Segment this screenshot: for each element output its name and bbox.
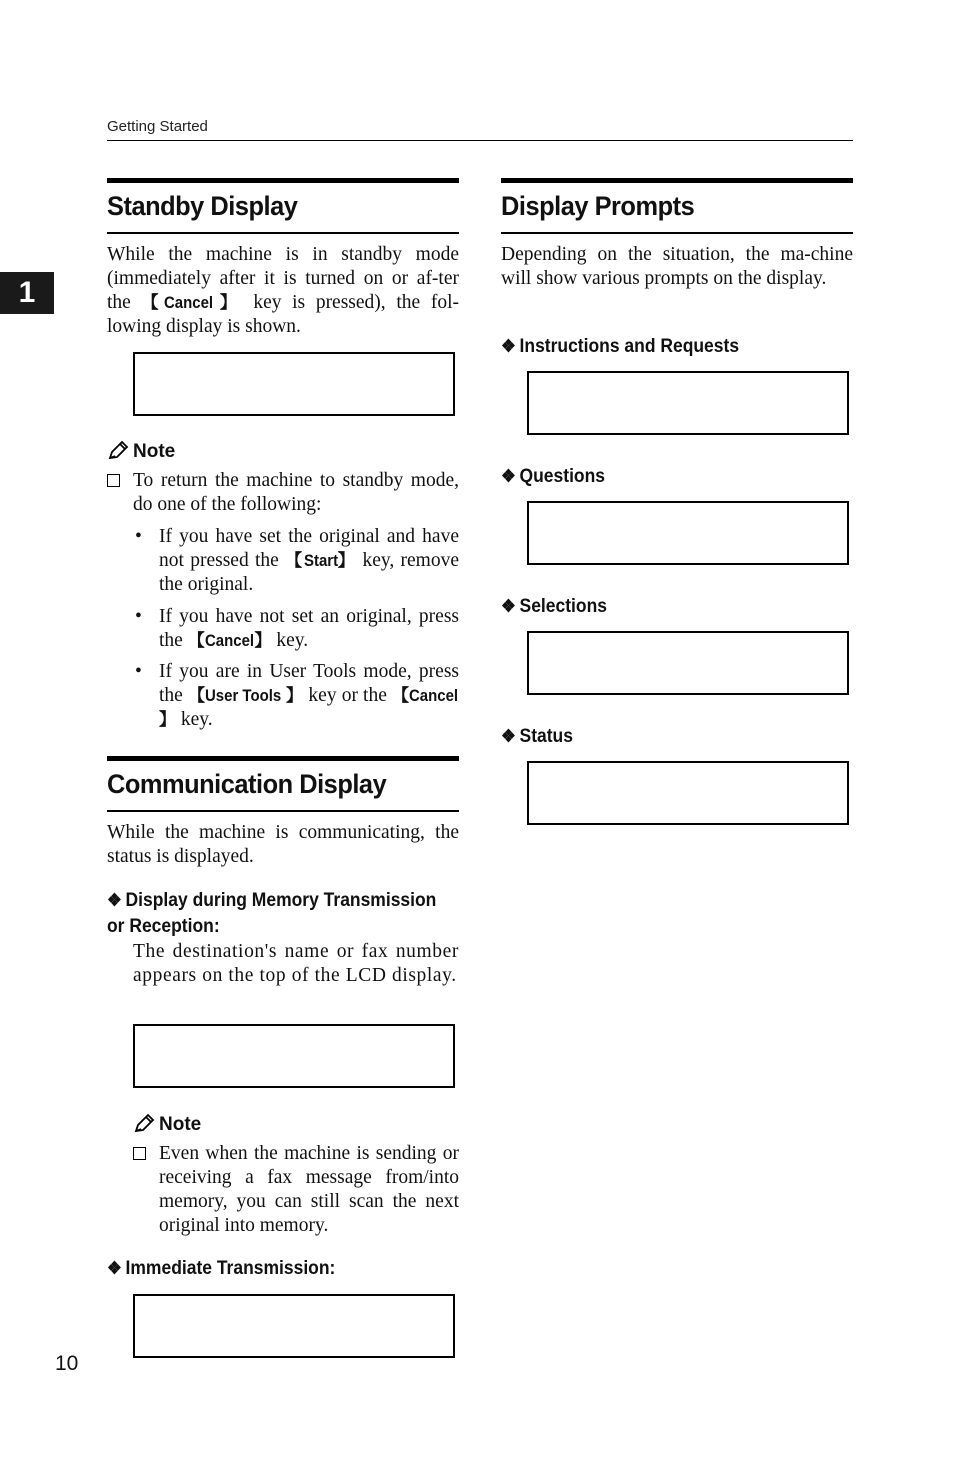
group-head-text: Selections <box>519 596 607 617</box>
bullet-dot: • <box>135 606 142 627</box>
bullet-dot: • <box>135 661 142 682</box>
standby-section-header <box>107 178 459 234</box>
questions-subheading <box>501 463 605 490</box>
standby-bullet-3: • If you are in User Tools mode, press the 【User Tools 】 key or the 【Cancel】 key. <box>135 661 459 730</box>
memory-lcd <box>133 1024 455 1088</box>
status-subheading <box>501 723 573 750</box>
cancel-key: Cancel <box>164 293 214 312</box>
user-tools-key: User Tools <box>205 686 282 705</box>
left-column <box>107 0 459 1475</box>
bullet-text-2: key or the <box>303 685 393 706</box>
prompts-title: Display Prompts <box>501 191 695 221</box>
selections-lcd <box>527 631 849 695</box>
group-head-text: Status <box>519 726 573 747</box>
communication-intro: While the machine is communicating, the status is displayed. <box>107 822 459 867</box>
questions-lcd <box>527 501 849 565</box>
note-label: Note <box>133 441 176 462</box>
communication-note-heading <box>133 1113 201 1137</box>
standby-note-text: To return the machine to standby mode, do one of the following: <box>133 470 459 515</box>
page-number: 10 <box>55 1352 79 1375</box>
standby-lcd <box>133 352 455 416</box>
standby-intro-text: While the machine is in standby mode (immediately after it is turned on or af-ter the <box>107 244 459 313</box>
memory-head-text: Display during Memory Transmission or Reception: <box>107 890 437 937</box>
cancel-key: Cancel <box>204 631 254 650</box>
standby-note-heading <box>107 440 175 464</box>
standby-title: Standby Display <box>107 191 298 221</box>
bullet-text: If you have set the original and have not pressed the <box>159 526 459 571</box>
communication-section-header <box>107 756 459 812</box>
diamond-icon: ❖ <box>107 1258 122 1278</box>
memory-subheading <box>107 887 457 940</box>
right-column <box>501 0 853 1475</box>
prompts-section-header <box>501 178 853 234</box>
checkbox-icon <box>107 474 120 487</box>
cancel-key: Cancel <box>409 686 459 705</box>
immediate-lcd <box>133 1294 455 1358</box>
standby-bullet-1: • If you have set the original and have not pressed the 【Start】 key, remove the original. <box>135 526 459 595</box>
running-header: Getting Started <box>107 118 208 135</box>
diamond-icon: ❖ <box>501 336 516 356</box>
standby-bullet-2: • If you have not set an original, press the 【Cancel】 key. <box>135 606 459 651</box>
instructions-subheading <box>501 333 739 360</box>
pencil-icon <box>107 440 129 460</box>
bullet-text-2: key, remove the original. <box>159 550 459 595</box>
bullet-text-2: key. <box>271 630 309 651</box>
communication-note-item <box>133 1142 459 1238</box>
standby-note-item <box>107 469 459 517</box>
immediate-subheading <box>107 1255 335 1282</box>
standby-intro-text-2: key is pressed), the fol-lowing display is shown. <box>107 292 459 337</box>
immediate-head-text: Immediate Transmission: <box>125 1258 336 1279</box>
bullet-text-3: key. <box>176 709 213 730</box>
diamond-icon: ❖ <box>501 466 516 486</box>
group-head-text: Instructions and Requests <box>519 336 740 357</box>
status-lcd <box>527 761 849 825</box>
communication-title: Communication Display <box>107 769 387 799</box>
diamond-icon: ❖ <box>501 726 516 746</box>
memory-text: The destination's name or fax number appears on the top of the LCD display. <box>133 941 459 986</box>
group-head-text: Questions <box>519 466 606 487</box>
prompts-intro: Depending on the situation, the ma-chine will show various prompts on the display. <box>501 244 853 289</box>
selections-subheading <box>501 593 607 620</box>
chapter-tab: 1 <box>0 272 54 314</box>
standby-intro: While the machine is in standby mode (immediately after it is turned on or af-ter the 【Cancel】 key is pressed), the fol-lowing display is shown. <box>107 244 459 337</box>
bullet-text: If you are in User Tools mode, press the <box>159 661 459 706</box>
instructions-lcd <box>527 371 849 435</box>
checkbox-icon <box>133 1147 146 1160</box>
note-label: Note <box>159 1114 202 1135</box>
bullet-text: If you have not set an original, press the <box>159 606 459 651</box>
pencil-icon <box>133 1113 155 1133</box>
bullet-dot: • <box>135 526 142 547</box>
start-key: Start <box>303 551 338 570</box>
communication-note-text: Even when the machine is sending or receiving a fax message from/into memory, you can still scan the next original into memory. <box>159 1143 459 1236</box>
diamond-icon: ❖ <box>501 596 516 616</box>
diamond-icon: ❖ <box>107 890 122 910</box>
